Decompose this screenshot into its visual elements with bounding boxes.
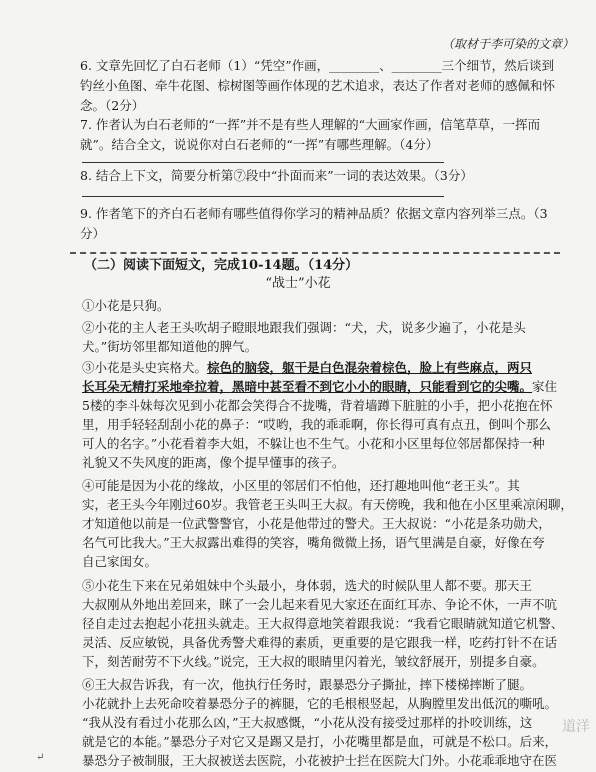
passage-title: “战士”小花 (265, 276, 331, 291)
paragraph-5-line-2: 大叔刚从外地出差回来，眯了一会儿起来看见大家还在面红耳赤、争论不休，一声不吭 (82, 597, 558, 612)
question-9-line-1: 9. 作者笔下的齐白石老师有哪些值得你学习的精神品质？依据文章内容列举三点。（3 (80, 206, 548, 221)
answer-line-8 (82, 196, 444, 197)
paragraph-4-line-3: 才知道他以前是一位武警警官，小花是他带过的警犬。王大叔说：“小花是条功勋犬， (82, 516, 551, 531)
paragraph-3-line-3: 5楼的李斗妹每次见到小花都会笑得合不拢嘴，背着墙蹲下脏脏的小手，把小花抱在怀 (82, 398, 553, 413)
section-heading: （二）阅读下面短文，完成10-14题。（14分） (84, 258, 359, 273)
paragraph-3-line-4: 里，用手轻轻刮刮小花的鼻子：“哎哟，我的乖乖啊，你长得可真有点丑，倒叫个那么 (82, 417, 551, 432)
paragraph-5-line-3: 径自走过去抱起小花扭头就走。王大叔得意地笑着跟我说：“我看它眼睛就知道它机警、 (82, 616, 564, 631)
paragraph-6-line-3: “我从没有看过小花那么凶，”王大叔感慨，“小花从没有接受过那样的扑咬训练，这 (82, 715, 533, 730)
paragraph-3-line-1 (82, 360, 532, 376)
paragraph-5-line-4: 灵活、反应敏锐，具备优秀警犬难得的素质，更重要的是它跟我一样，吃药打针不在话 (82, 635, 558, 650)
paragraph-3-underlined-2: 长耳朵无精打采地牵拉着，黑暗中甚至看不到它小小的眼睛，只能看到它的尖嘴。 (82, 379, 533, 394)
paragraph-6-line-2: 小花就扑上去死命咬着暴恐分子的裤腿，它的毛根根竖起，从胸膛里发出低沉的嘶吼。 (82, 696, 558, 711)
paragraph-4-line-2: 实，老王头今年刚过60岁。我管老王头叫王大叔。有天傍晚，我和他在小区里乘凉闲聊， (82, 497, 573, 512)
question-6-line-1: 6. 文章先回忆了白石老师（1）“凭空”作画，________、________三个细节，然后谈到 (80, 58, 555, 73)
paragraph-4-line-5: 自己家闺女。 (82, 554, 158, 569)
paragraph-3-tail: 家住 (532, 379, 558, 394)
answer-line-7 (82, 162, 444, 163)
paragraph-5-line-5: 下，刻苦耐劳不下火线。”说完，王大叔的眼睛里闪着光，皱纹舒展开，别提多自豪。 (82, 654, 545, 669)
section-divider (70, 252, 560, 254)
paragraph-3-line-5: 可人的名字。”小花看着李大姐，不躲让也不生气。小花和小区里每位邻居都保持一种 (82, 436, 545, 451)
paragraph-3-line-2 (82, 379, 557, 395)
paragraph-4-line-4: 名气可比我大。”王大叔露出难得的笑容，嘴角微微上扬，语气里满是自豪，好像在夸 (82, 535, 545, 550)
watermark: 道洋 (562, 719, 590, 735)
paragraph-6-line-4: 就是它的本能。”暴恐分子对它又是踢又是打，小花嘴里都是血，可就是不松口。后来， (82, 734, 558, 749)
return-mark-icon: ↵ (36, 752, 45, 763)
question-9-line-2: 分） (80, 226, 106, 241)
question-7-line-1: 7. 作者认为白石老师的“一挥”并不是有些人理解的“大画家作画，信笔草草，一挥而 (80, 117, 541, 132)
paragraph-3-line-6: 礼貌又不失风度的距离，像个提早懂事的孩子。 (82, 455, 345, 470)
paragraph-3-underlined-1: 棕色的脑袋，躯干是白色混杂着棕色，脸上有些麻点，两只 (207, 360, 533, 375)
paragraph-6-line-1: ⑥王大叔告诉我，有一次，他执行任务时，跟暴恐分子撕扯，摔下楼梯摔断了腿。 (82, 677, 533, 692)
paragraph-6-line-5: 暴恐分子被制服，王大叔被送去医院，小花被护士拦在医院大门外。小花乖乖地守在医 (82, 753, 558, 768)
question-6-line-2: 钓丝小鱼图、牵牛花图、棕树图等画作体现的艺术追求，表达了作者对老师的感佩和怀 (80, 78, 556, 93)
paragraph-2-line-2: 犬。”街坊邻里都知道他的脾气。 (82, 339, 258, 354)
question-6-line-3: 念。（2分） (80, 98, 145, 113)
question-8: 8. 结合上下文，简要分析第⑦段中“扑面而来”一词的表达效果。（3分） (80, 168, 473, 183)
paragraph-4-line-1: ④可能是因为小花的缘故，小区里的邻居们不怕他，还打趣地叫他“老王头”。其 (82, 478, 520, 493)
paragraph-1: ①小花是只狗。 (82, 298, 170, 313)
question-7-line-2: 就”。结合全文，说说你对白石老师的“一挥”有哪些理解。（4分） (80, 137, 439, 152)
paragraph-2-line-1: ②小花的主人老王头吹胡子瞪眼地跟我们强调：“犬，犬，说多少遍了，小花是头 (82, 320, 526, 335)
source-note: （取材于李可染的文章） (441, 37, 574, 51)
paragraph-5-line-1: ⑤小花生下来在兄弟姐妹中个头最小，身体弱，选犬的时候队里人都不要。那天王 (82, 578, 533, 593)
paragraph-3-intro: ③小花是头史宾格犬。 (82, 360, 208, 375)
